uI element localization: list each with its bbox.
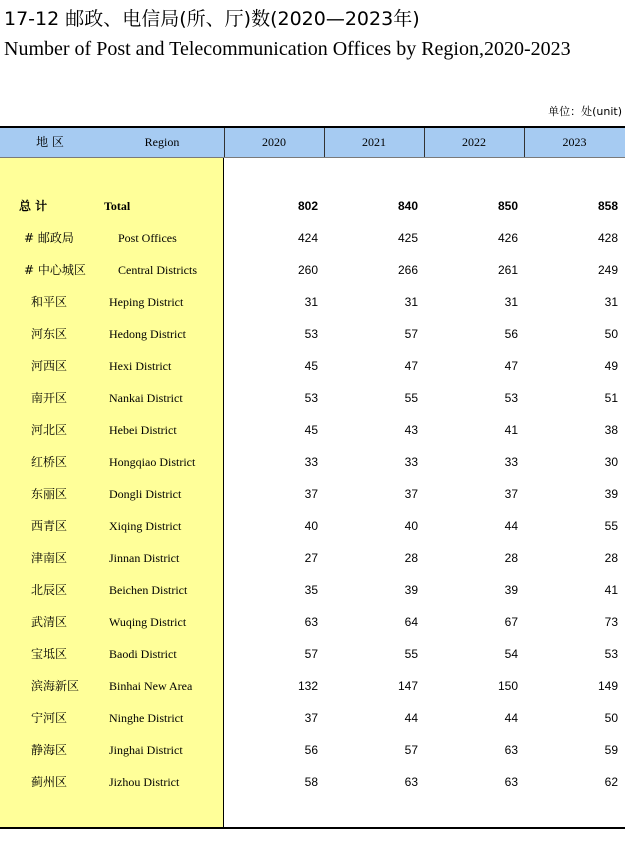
region-name-chinese: 河西区	[31, 359, 68, 373]
region-name-chinese: 河东区	[31, 327, 68, 341]
region-name-english: Nankai District	[109, 391, 183, 405]
value-2022: 67	[504, 615, 518, 629]
table-row	[0, 222, 625, 254]
region-name-english: Baodi District	[109, 647, 177, 661]
region-name-english: Heping District	[109, 295, 184, 309]
value-2022: 150	[497, 679, 518, 693]
region-name-chinese: # 邮政局	[24, 231, 74, 245]
region-name-chinese: 东丽区	[31, 487, 68, 501]
region-name-chinese: 宝坻区	[31, 647, 68, 661]
header-year-2021: 2021	[362, 135, 386, 149]
value-2021: 57	[404, 327, 418, 341]
value-2022: 47	[504, 359, 518, 373]
region-name-english: Dongli District	[109, 487, 182, 501]
value-2020: 63	[304, 615, 318, 629]
region-name-chinese: 宁河区	[31, 711, 68, 725]
value-2022: 63	[504, 743, 518, 757]
bottom-rule	[0, 827, 625, 829]
value-2020: 27	[304, 551, 318, 565]
value-2021: 55	[404, 391, 418, 405]
value-2022: 850	[497, 199, 518, 213]
table-row	[0, 510, 625, 542]
value-2021: 43	[404, 423, 418, 437]
value-2022: 63	[504, 775, 518, 789]
value-2023: 149	[597, 679, 618, 693]
region-name-english: Jinnan District	[109, 551, 180, 565]
table-header	[0, 128, 625, 158]
table-row	[0, 702, 625, 734]
value-2020: 802	[297, 199, 318, 213]
region-name-english: Hebei District	[109, 423, 177, 437]
value-2020: 40	[304, 519, 318, 533]
region-name-english: Xiqing District	[109, 519, 182, 533]
region-name-chinese: 总 计	[19, 199, 48, 213]
value-2023: 50	[604, 711, 618, 725]
value-2020: 37	[304, 711, 318, 725]
table-title-english: Number of Post and Telecommunication Offices by Region,2020-2023	[4, 38, 571, 60]
region-name-chinese: 津南区	[31, 551, 68, 565]
value-2022: 426	[497, 231, 518, 245]
value-2023: 53	[604, 647, 618, 661]
value-2021: 33	[404, 455, 418, 469]
value-2022: 53	[504, 391, 518, 405]
value-2021: 28	[404, 551, 418, 565]
value-2020: 35	[304, 583, 318, 597]
header-region-chinese: 地 区	[36, 135, 64, 149]
value-2020: 53	[304, 327, 318, 341]
region-name-english: Ninghe District	[109, 711, 184, 725]
table-body	[0, 190, 625, 798]
value-2022: 31	[504, 295, 518, 309]
table-row	[0, 638, 625, 670]
value-2020: 260	[297, 263, 318, 277]
table-row	[0, 670, 625, 702]
table-row	[0, 318, 625, 350]
value-2023: 249	[597, 263, 618, 277]
table-row	[0, 446, 625, 478]
region-name-chinese: # 中心城区	[24, 263, 86, 277]
value-2023: 50	[604, 327, 618, 341]
region-name-chinese: 蓟州区	[31, 775, 68, 789]
region-name-chinese: 武清区	[31, 615, 68, 629]
value-2022: 33	[504, 455, 518, 469]
value-2022: 261	[497, 263, 518, 277]
value-2022: 37	[504, 487, 518, 501]
unit-label: 单位：处(unit)	[548, 105, 622, 118]
value-2023: 62	[604, 775, 618, 789]
table-row	[0, 542, 625, 574]
value-2020: 424	[297, 231, 318, 245]
region-name-chinese: 和平区	[31, 295, 68, 309]
value-2021: 840	[397, 199, 418, 213]
region-name-english: Total	[104, 199, 131, 213]
region-name-chinese: 滨海新区	[31, 679, 80, 693]
value-2021: 266	[397, 263, 418, 277]
region-name-chinese: 西青区	[31, 519, 68, 533]
value-2022: 44	[504, 711, 518, 725]
value-2023: 30	[604, 455, 618, 469]
region-name-english: Wuqing District	[109, 615, 187, 629]
value-2023: 28	[604, 551, 618, 565]
value-2021: 57	[404, 743, 418, 757]
value-2023: 49	[604, 359, 618, 373]
value-2020: 58	[304, 775, 318, 789]
value-2022: 28	[504, 551, 518, 565]
value-2023: 31	[604, 295, 618, 309]
region-name-chinese: 静海区	[31, 743, 68, 757]
value-2020: 33	[304, 455, 318, 469]
table-row	[0, 478, 625, 510]
value-2023: 858	[597, 199, 618, 213]
value-2020: 57	[304, 647, 318, 661]
value-2023: 73	[604, 615, 618, 629]
value-2023: 55	[604, 519, 618, 533]
value-2021: 63	[404, 775, 418, 789]
value-2023: 41	[604, 583, 618, 597]
table-row	[0, 190, 625, 222]
region-name-english: Hexi District	[109, 359, 172, 373]
value-2023: 59	[604, 743, 618, 757]
region-name-english: Post Offices	[118, 231, 177, 245]
value-2021: 147	[397, 679, 418, 693]
value-2022: 54	[504, 647, 518, 661]
value-2023: 39	[604, 487, 618, 501]
header-year-2023: 2023	[562, 135, 587, 149]
table-row	[0, 350, 625, 382]
value-2021: 55	[404, 647, 418, 661]
region-name-english: Central Districts	[118, 263, 197, 277]
value-2021: 425	[397, 231, 418, 245]
value-2020: 53	[304, 391, 318, 405]
table-row	[0, 734, 625, 766]
region-name-english: Hedong District	[109, 327, 186, 341]
table-row	[0, 254, 625, 286]
value-2023: 428	[597, 231, 618, 245]
value-2020: 132	[297, 679, 318, 693]
table-row	[0, 286, 625, 318]
value-2021: 37	[404, 487, 418, 501]
value-2022: 41	[504, 423, 518, 437]
value-2021: 31	[404, 295, 418, 309]
value-2020: 56	[304, 743, 318, 757]
value-2020: 45	[304, 359, 318, 373]
table-row	[0, 606, 625, 638]
value-2021: 44	[404, 711, 418, 725]
region-name-english: Hongqiao District	[109, 455, 196, 469]
value-2020: 45	[304, 423, 318, 437]
region-name-chinese: 河北区	[31, 423, 68, 437]
header-region-english: Region	[144, 135, 180, 149]
value-2021: 64	[404, 615, 418, 629]
table-row	[0, 414, 625, 446]
value-2023: 38	[604, 423, 618, 437]
value-2021: 39	[404, 583, 418, 597]
table-title-chinese: 17-12 邮政、电信局(所、厅)数(2020—2023年)	[4, 8, 420, 30]
value-2021: 40	[404, 519, 418, 533]
value-2021: 47	[404, 359, 418, 373]
region-name-english: Jinghai District	[109, 743, 183, 757]
value-2022: 56	[504, 327, 518, 341]
table-row	[0, 574, 625, 606]
header-year-2022: 2022	[462, 135, 486, 149]
region-name-chinese: 南开区	[31, 391, 68, 405]
region-name-chinese: 红桥区	[31, 455, 68, 469]
region-name-english: Jizhou District	[109, 775, 180, 789]
value-2022: 44	[504, 519, 518, 533]
table-row	[0, 382, 625, 414]
table-row	[0, 766, 625, 798]
header-year-2020: 2020	[262, 135, 286, 149]
value-2022: 39	[504, 583, 518, 597]
region-name-english: Binhai New Area	[109, 679, 193, 693]
value-2023: 51	[604, 391, 618, 405]
region-name-english: Beichen District	[109, 583, 188, 597]
value-2020: 31	[304, 295, 318, 309]
value-2020: 37	[304, 487, 318, 501]
region-name-chinese: 北辰区	[31, 583, 68, 597]
